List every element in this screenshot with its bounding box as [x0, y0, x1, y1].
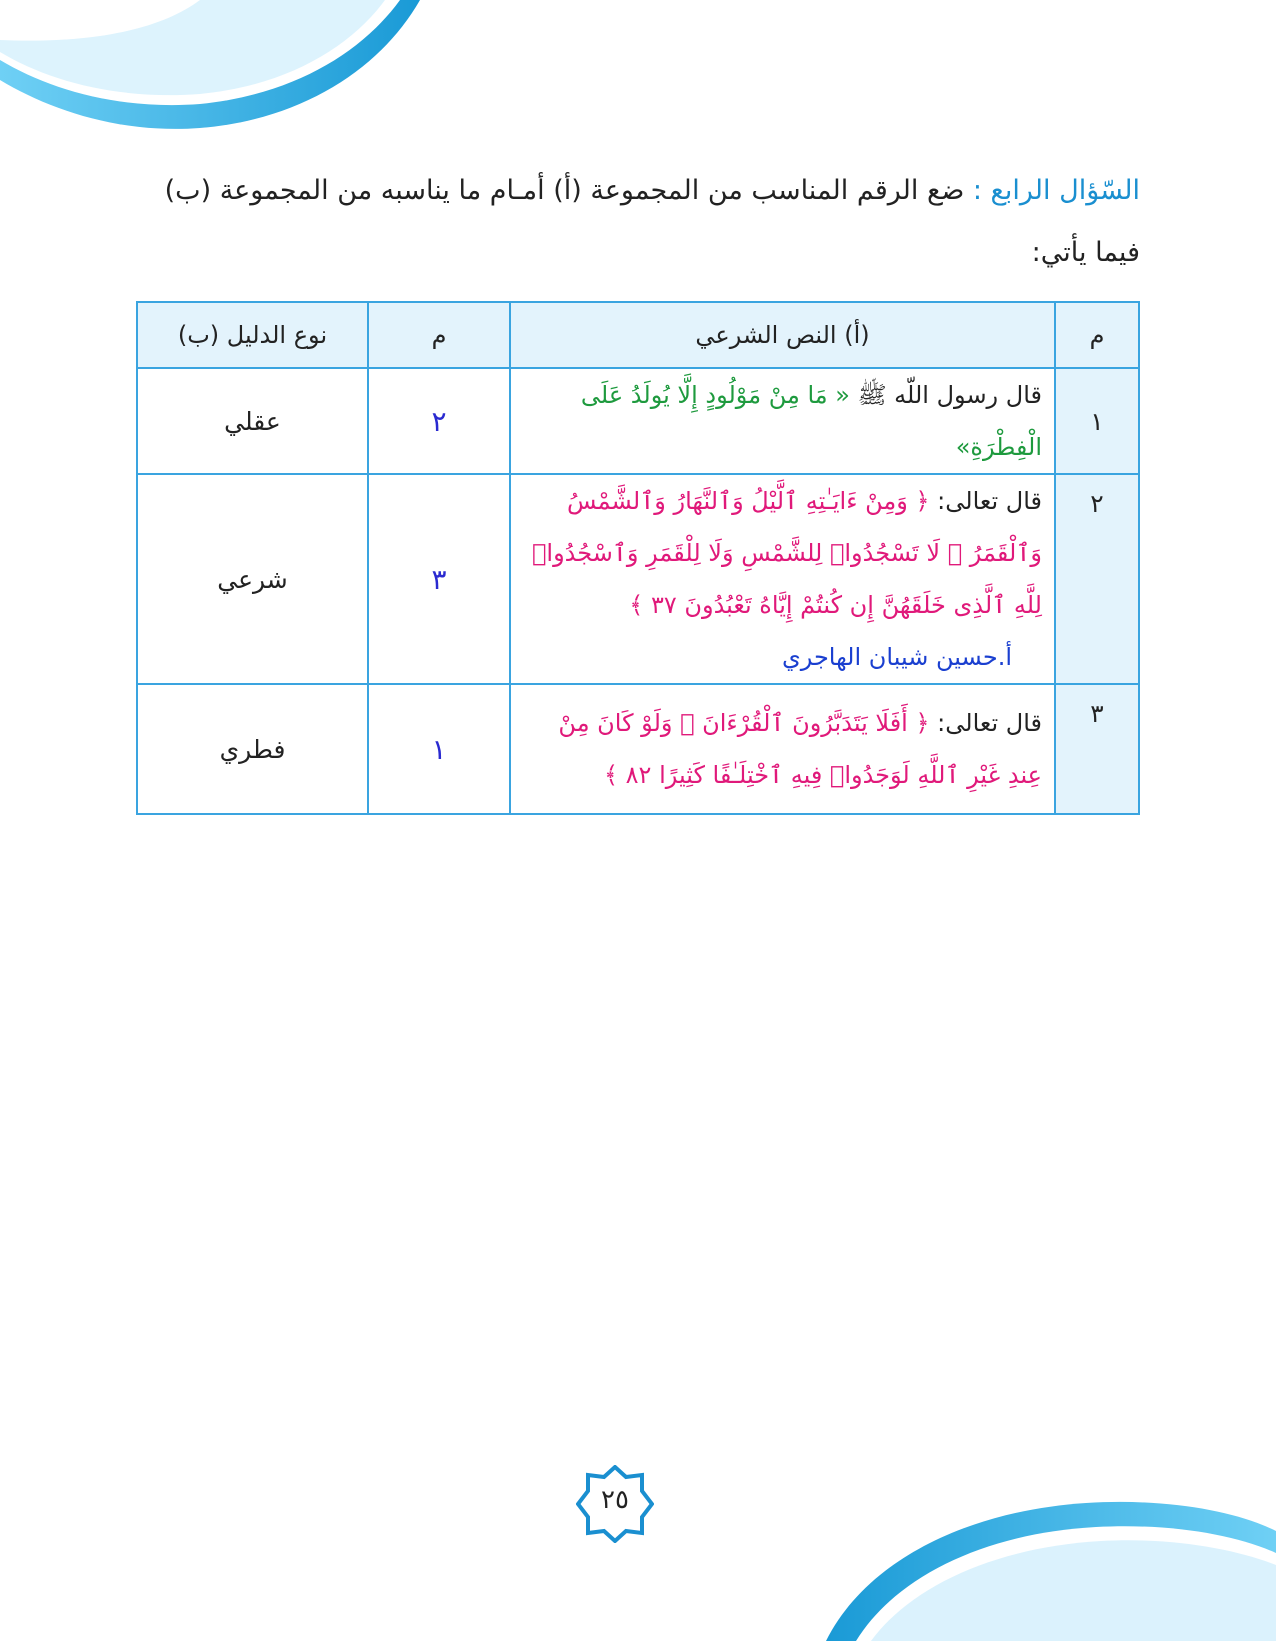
- ayah-quote: ﴿ أَفَلَا يَتَدَبَّرُونَ ٱلْقُرْءَانَ ۚ وَلَوْ كَانَ مِنْ عِندِ غَيْرِ ٱللَّهِ لَوَجَدُوا۟ فِيهِ ٱخْتِلَـٰفًا كَثِيرًا ٨٢ ﴾: [558, 709, 1042, 789]
- table-header-row: [137, 302, 1139, 368]
- question-text: ضع الرقم المناسب من المجموعة (أ) أمـام ما يناسبه من المجموعة (ب) فيما يأتي:: [164, 175, 1140, 268]
- table-row: [137, 684, 1139, 814]
- header-m-b: م: [368, 302, 510, 368]
- header-evidence-type: نوع الدليل (ب): [137, 302, 368, 368]
- row-text-cell: [510, 474, 1055, 684]
- row-intro: قال تعالى:: [937, 487, 1042, 515]
- row-index: ٢: [1055, 474, 1139, 684]
- page-number: ٢٥: [601, 1485, 629, 1515]
- header-legal-text: (أ) النص الشرعي: [510, 302, 1055, 368]
- header-wave-decoration: [0, 0, 440, 140]
- matching-table: [136, 301, 1140, 815]
- answer-number: ٢: [368, 368, 510, 474]
- row-intro: قال تعالى:: [937, 709, 1042, 737]
- ayah-quote: ﴿ وَمِنْ ءَايَـٰتِهِ ٱلَّيْلُ وَٱلنَّهَارُ وَٱلشَّمْسُ وَٱلْقَمَرُ ۚ لَا تَسْجُدُوا۟ لِلشَّمْسِ وَلَا لِلْقَمَرِ وَٱسْجُدُوا۟ لِلَّهِ ٱلَّذِى خَلَقَهُنَّ إِن كُنتُمْ إِيَّاهُ تَعْبُدُونَ ٣٧ ﴾: [532, 487, 1042, 619]
- evidence-type: فطري: [137, 684, 368, 814]
- hadith-quote: « مَا مِنْ مَوْلُودٍ إِلَّا يُولَدُ عَلَى الْفِطْرَةِ»: [580, 381, 1042, 461]
- row-intro: قال رسول اللّه ﷺ: [857, 381, 1042, 409]
- author-credit: أ.حسين شيبان الهاجري: [781, 643, 1012, 671]
- row-index: ٣: [1055, 684, 1139, 814]
- question-label: السّؤال الرابع :: [972, 175, 1140, 206]
- table-row: [137, 368, 1139, 474]
- row-index: ١: [1055, 368, 1139, 474]
- row-text-cell: [510, 684, 1055, 814]
- evidence-type: عقلي: [137, 368, 368, 474]
- table-row: [137, 474, 1139, 684]
- question-paragraph: [135, 160, 1140, 284]
- row-text-cell: [510, 368, 1055, 474]
- footer-wave-decoration: [826, 1461, 1276, 1641]
- header-m-a: م: [1055, 302, 1139, 368]
- answer-number: ١: [368, 684, 510, 814]
- evidence-type: شرعي: [137, 474, 368, 684]
- answer-number: ٣: [368, 474, 510, 684]
